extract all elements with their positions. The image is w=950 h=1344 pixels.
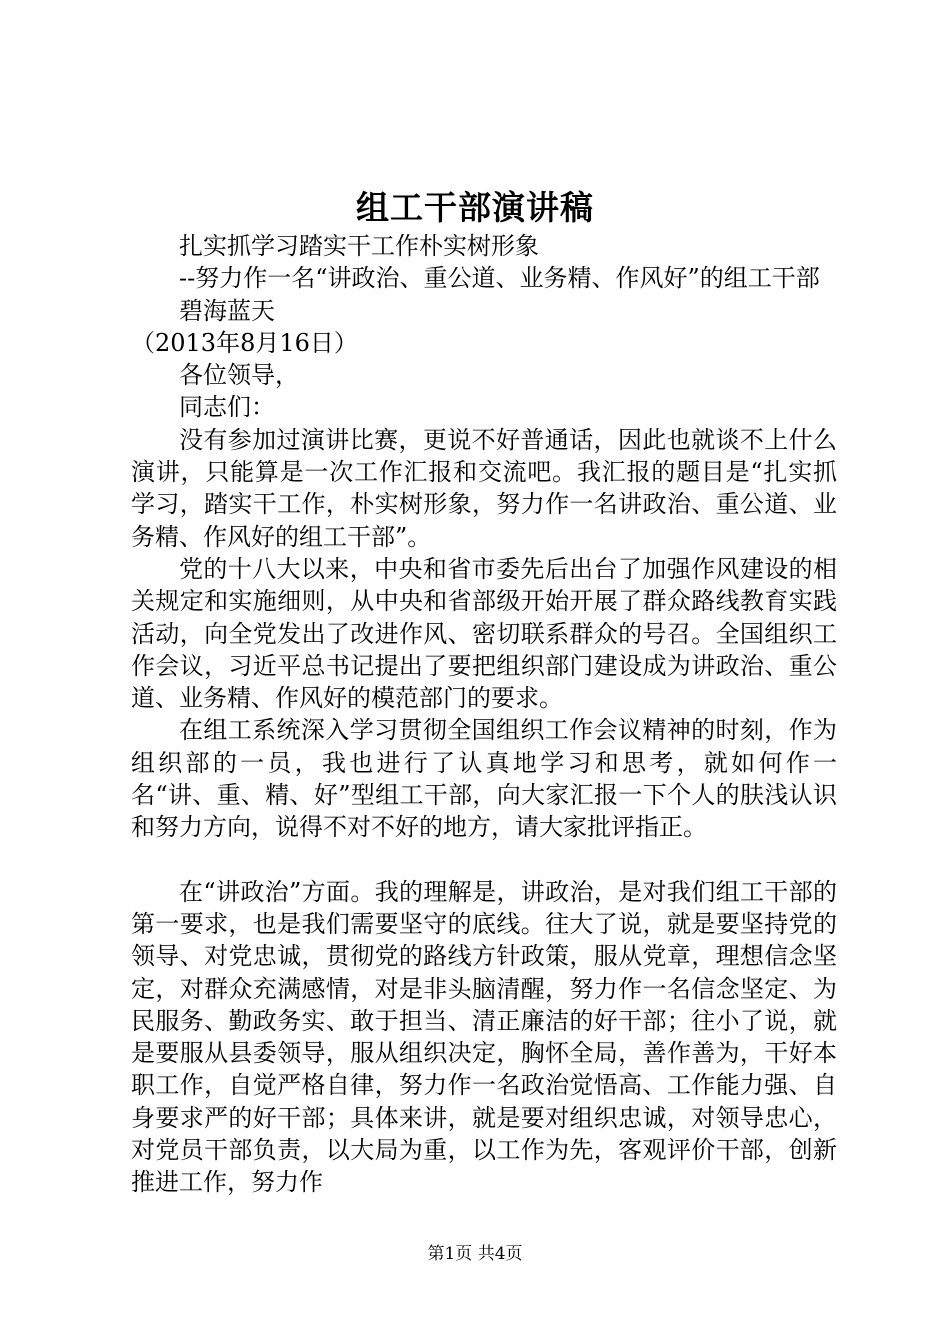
document-subtitle-line2: --努力作一名“讲政治、重公道、业务精、作风好”的组工干部 — [179, 264, 820, 293]
document-date: （2013年8月16日） — [131, 328, 358, 357]
document-title: 组工干部演讲稿 — [356, 188, 594, 227]
body-paragraph: 党的十八大以来，中央和省市委先后出台了加强作风建设的相关规定和实施细则，从中央和省部级开始开展了群众路线教育实践活动，向全党发出了改进作风、密切联系群众的号召。全国组织工作会议，习近平总书记提出了要把组织部门建设成为讲政治、重公道、业务精、作风好的模范部门的要求。 — [131, 554, 837, 713]
body-paragraph: 在“讲政治”方面。我的理解是，讲政治，是对我们组工干部的第一要求，也是我们需要坚守的底线。往大了说，就是要坚持党的领导、对党忠诚，贯彻党的路线方针政策，服从党章，理想信念坚定，对群众充满感情，对是非头脑清醒，努力作一名信念坚定、为民服务、勤政务实、敢于担当、清正廉洁的好干部；往小了说，就是要服从县委领导，服从组织决定，胸怀全局，善作善为，干好本职工作，自觉严格自律，努力作一名政治觉悟高、工作能力强、自身要求严的好干部；具体来讲，就是要对组织忠诚，对领导忠心，对党员干部负责，以大局为重，以工作为先，客观评价干部，创新推进工作，努力作 — [131, 877, 837, 1197]
body-paragraph: 没有参加过演讲比赛，更说不好普通话，因此也就谈不上什么演讲，只能算是一次工作汇报和交流吧。我汇报的题目是“扎实抓学习，踏实干工作，朴实树形象，努力作一名讲政治、重公道、业务精、作风好的组工干部”。 — [131, 425, 837, 551]
salutation-comrades: 同志们： — [179, 393, 275, 422]
body-paragraph: 在组工系统深入学习贯彻全国组织工作会议精神的时刻，作为组织部的一员，我也进行了认真地学习和思考，就如何作一名“讲、重、精、好”型组工干部，向大家汇报一下个人的肤浅认识和努力方向，说得不对不好的地方，请大家批评指正。 — [131, 716, 837, 842]
salutation-leaders: 各位领导， — [179, 361, 299, 390]
document-subtitle: 扎实抓学习踏实干工作朴实树形象 — [179, 232, 539, 260]
page-number-footer: 第1页 共4页 — [427, 1244, 523, 1264]
document-author: 碧海蓝天 — [179, 296, 275, 325]
document-body — [131, 230, 837, 1199]
